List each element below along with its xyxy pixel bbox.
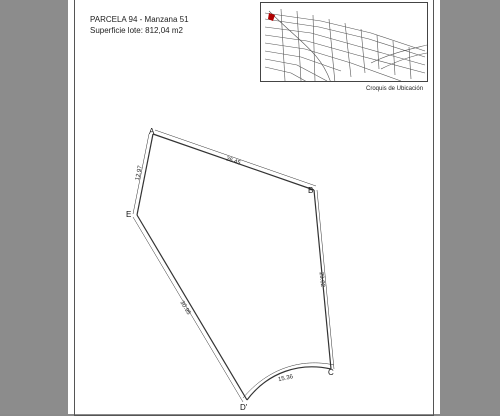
length-ea: 12.97 — [134, 165, 144, 182]
vertex-b: B — [308, 186, 314, 195]
vertex-a: A — [149, 127, 155, 136]
side-cd — [247, 367, 331, 400]
side-de — [137, 215, 247, 400]
vertex-c: C — [328, 368, 334, 377]
length-ab: 26.45 — [225, 156, 242, 167]
vertex-d: D' — [240, 403, 248, 412]
length-de: 30.95 — [178, 300, 192, 317]
parcel-area: Superficie lote: 812,04 m2 — [90, 26, 183, 35]
length-bc: 29.02 — [317, 271, 326, 288]
parcel-title: PARCELA 94 - Manzana 51 — [90, 15, 189, 24]
parcel-outline — [133, 130, 334, 402]
length-cd: 15.36 — [277, 374, 294, 384]
location-map-caption: Croquis de Ubicación — [366, 86, 424, 92]
vertex-e: E — [126, 210, 132, 219]
